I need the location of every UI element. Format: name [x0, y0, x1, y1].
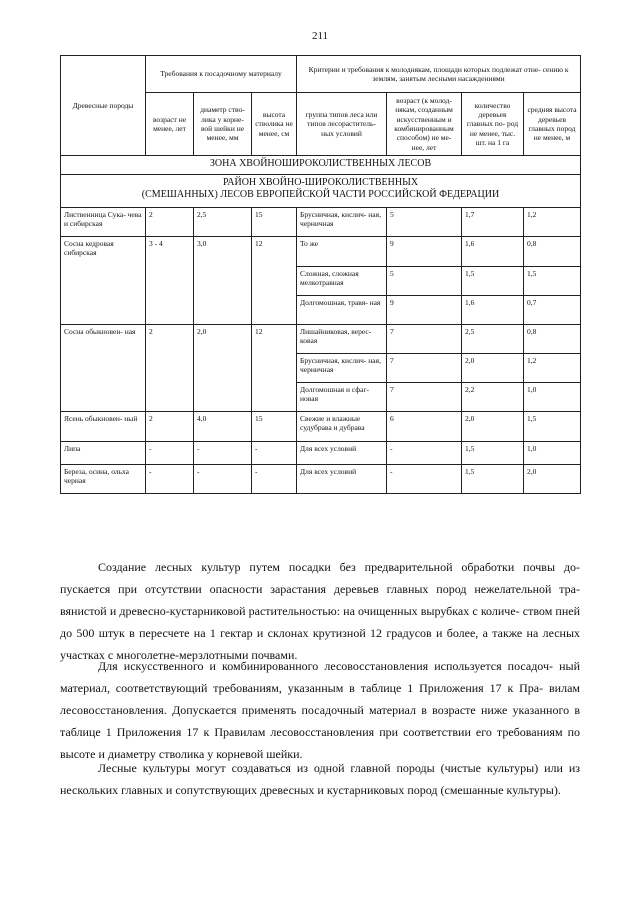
- cell-diameter: 3,0: [194, 237, 252, 325]
- cell-forest-group: Для всех условий: [297, 442, 387, 465]
- cell-diameter: 2,5: [194, 208, 252, 237]
- cell-forest-group: То же: [297, 237, 387, 267]
- cell-age: 3 - 4: [146, 237, 194, 325]
- cell-avg-height: 0,8: [524, 237, 581, 267]
- requirements-table: [60, 55, 581, 494]
- zone-title: ЗОНА ХВОЙНОШИРОКОЛИСТВЕННЫХ ЛЕСОВ: [61, 156, 581, 175]
- cell-trees-count: 1,5: [462, 267, 524, 296]
- cell-trees-count: 1,6: [462, 237, 524, 267]
- cell-age: -: [146, 465, 194, 494]
- cell-avg-height: 0,7: [524, 296, 581, 325]
- cell-young-age: 7: [387, 325, 462, 354]
- cell-diameter: -: [194, 442, 252, 465]
- cell-forest-group: Сложная, сложная мелкотравная: [297, 267, 387, 296]
- cell-height: 15: [252, 208, 297, 237]
- cell-trees-count: 2,5: [462, 325, 524, 354]
- cell-height: -: [252, 442, 297, 465]
- cell-diameter: 2,0: [194, 325, 252, 412]
- cell-young-age: 6: [387, 412, 462, 442]
- cell-species: Сосна обыкновен- ная: [61, 325, 146, 412]
- cell-forest-group: Брусничная, кислич- ная, черничная: [297, 354, 387, 383]
- cell-avg-height: 1,5: [524, 412, 581, 442]
- cell-young-age: 5: [387, 267, 462, 296]
- cell-height: 12: [252, 325, 297, 412]
- cell-species: Лиственница Сука- чева и сибирская: [61, 208, 146, 237]
- cell-forest-group: Брусничная, кислич- ная, черничная: [297, 208, 387, 237]
- region-title-line1: РАЙОН ХВОЙНО-ШИРОКОЛИСТВЕННЫХ: [222, 177, 419, 188]
- cell-height: 12: [252, 237, 297, 325]
- cell-avg-height: 1,0: [524, 383, 581, 412]
- cell-avg-height: 2,0: [524, 465, 581, 494]
- cell-trees-count: 2,0: [462, 354, 524, 383]
- cell-avg-height: 1,2: [524, 354, 581, 383]
- table-row: [61, 412, 581, 442]
- cell-avg-height: 1,0: [524, 442, 581, 465]
- cell-species: Сосна кедровая сибирская: [61, 237, 146, 325]
- cell-height: -: [252, 465, 297, 494]
- table-row: [61, 465, 581, 494]
- page-number: 211: [311, 30, 329, 42]
- paragraph-text: Для искусственного и комбинированного лесовосстановления используется посадоч- ный материал, соответствующий требованиям, указанным в таблице 1 Приложения 17 к Пра- вилам лесовосстановления. Допускается применять посадочный материал в возрасте ниже указанного в таблице 1 Приложения 17 к Правилам лесовосстановления при соответствии его требованиям по высоте и диаметру стволика у корневой шейки.: [60, 659, 580, 761]
- cell-avg-height: 1,2: [524, 208, 581, 237]
- region-title: [61, 175, 581, 208]
- header-criteria: Критерии и требования к молоднякам, площади которых подлежат отне- сению к землям, занятым лесными насаждениями: [297, 56, 581, 93]
- cell-young-age: 9: [387, 237, 462, 267]
- cell-young-age: 7: [387, 354, 462, 383]
- cell-avg-height: 0,8: [524, 325, 581, 354]
- region-title-line2: (СМЕШАННЫХ) ЛЕСОВ ЕВРОПЕЙСКОЙ ЧАСТИ РОССИЙСКОЙ ФЕДЕРАЦИИ: [141, 188, 500, 200]
- header-trees-count: количество деревьев главных по- род не менее, тыс. шт. на 1 га: [462, 93, 524, 156]
- cell-avg-height: 1,5: [524, 267, 581, 296]
- cell-age: 2: [146, 412, 194, 442]
- cell-age: 2: [146, 208, 194, 237]
- header-forest-group: группа типов леса или типов лесораститель- ных условий: [297, 93, 387, 156]
- cell-trees-count: 2,2: [462, 383, 524, 412]
- cell-forest-group: Для всех условий: [297, 465, 387, 494]
- cell-young-age: -: [387, 465, 462, 494]
- paragraph-planting-material: [60, 655, 580, 765]
- cell-species: Липа: [61, 442, 146, 465]
- header-young-age: возраст (к молод- някам, созданным искусственным и комбинированным способом) не ме- нее, лет: [387, 93, 462, 156]
- table-row: [61, 237, 581, 267]
- cell-height: 15: [252, 412, 297, 442]
- cell-age: -: [146, 442, 194, 465]
- cell-trees-count: 2,0: [462, 412, 524, 442]
- header-diameter: диаметр ство- лика у корне- вой шейки не менее, мм: [194, 93, 252, 156]
- header-height: высота стволика не менее, см: [252, 93, 297, 156]
- cell-diameter: -: [194, 465, 252, 494]
- cell-forest-group: Долгомошная, травя- ная: [297, 296, 387, 325]
- cell-trees-count: 1,7: [462, 208, 524, 237]
- cell-forest-group: Долгомошная и сфаг- новая: [297, 383, 387, 412]
- cell-forest-group: Лишайниковая, верес- ковая: [297, 325, 387, 354]
- table-row: [61, 208, 581, 237]
- cell-trees-count: 1,5: [462, 465, 524, 494]
- cell-age: 2: [146, 325, 194, 412]
- cell-species: Ясень обыкновен- ный: [61, 412, 146, 442]
- header-avg-height: средняя высота деревьев главных пород не менее, м: [524, 93, 581, 156]
- cell-young-age: 9: [387, 296, 462, 325]
- cell-trees-count: 1,5: [462, 442, 524, 465]
- cell-young-age: 5: [387, 208, 462, 237]
- cell-young-age: 7: [387, 383, 462, 412]
- header-species: Древесные породы: [61, 56, 146, 156]
- table-row: [61, 325, 581, 354]
- table-row: [61, 442, 581, 465]
- paragraph-forest-cultures: [60, 757, 580, 801]
- cell-young-age: -: [387, 442, 462, 465]
- cell-diameter: 4,0: [194, 412, 252, 442]
- paragraph-text: Лесные культуры могут создаваться из одной главной породы (чистые культуры) или из нескольких главных и сопутствующих древесных и кустарниковых пород (смешанные культуры).: [60, 761, 580, 797]
- paragraph-soil-preparation: [60, 556, 580, 666]
- cell-trees-count: 1,6: [462, 296, 524, 325]
- header-age: возраст не менее, лет: [146, 93, 194, 156]
- cell-species: Береза, осина, ольха черная: [61, 465, 146, 494]
- header-planting-requirements: Требования к посадочному материалу: [146, 56, 297, 93]
- paragraph-text: Создание лесных культур путем посадки без предварительной обработки почвы до- пускается при отсутствии опасности зарастания деревьев главных пород нежелательной тра- вянистой и древесно-кустарниковой растительностью: на очищенных вырубках с количе- ством пней до 500 штук в пересчете на 1 гектар и склонах крутизной 12 градусов и более, а также на лесных участках с многолетне-мерзлотными почвами.: [60, 560, 580, 662]
- cell-forest-group: Свежие и влажные судубрава и дубрава: [297, 412, 387, 442]
